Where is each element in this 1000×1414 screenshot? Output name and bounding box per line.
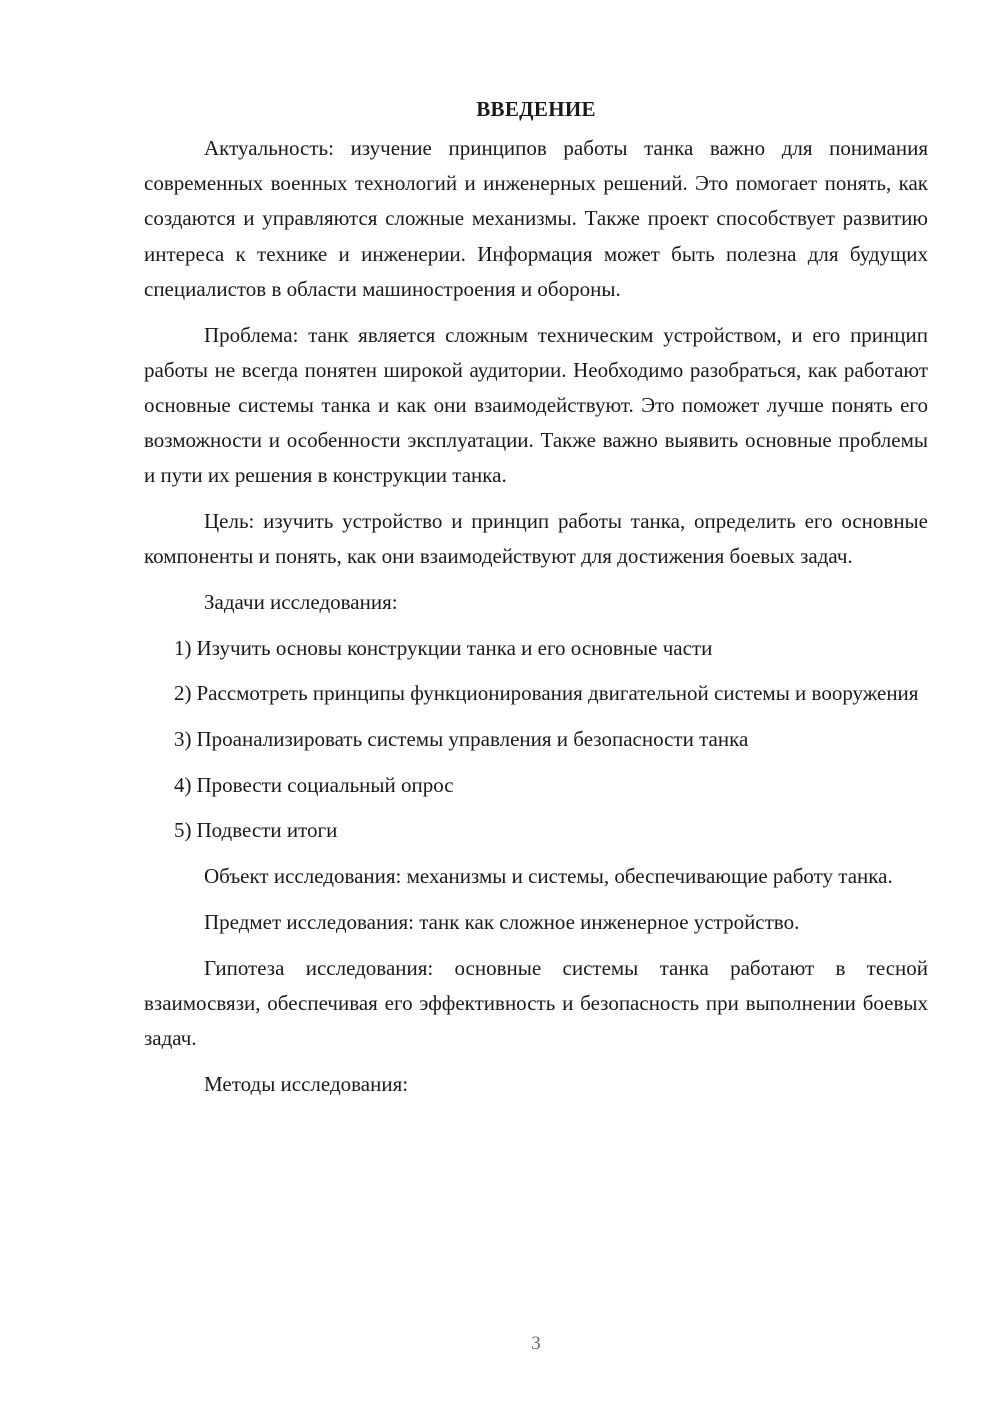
- task-number: 1): [174, 635, 192, 660]
- task-number: 5): [174, 818, 192, 843]
- tasks-list: [144, 631, 928, 849]
- task-item-1: [144, 631, 928, 666]
- subject-paragraph: Предмет исследования: танк как сложное инженерное устройство.: [204, 909, 800, 934]
- task-item-2: [144, 676, 928, 711]
- document-page: [144, 92, 928, 1112]
- task-text: Провести социальный опрос: [196, 772, 454, 797]
- task-number: 2): [174, 681, 192, 706]
- task-text: Изучить основы конструкции танка и его основные части: [196, 635, 713, 660]
- task-item-4: [144, 768, 928, 803]
- hypothesis-paragraph: Гипотеза исследования: основные системы танка работают в тесной взаимосвязи, обеспечивая его эффективность и безопасность при выполнении боевых задач.: [144, 955, 928, 1050]
- problem-paragraph: Проблема: танк является сложным техническим устройством, и его принцип работы не всегда понятен широкой аудитории. Необходимо разобраться, как работают основные системы танка и как они взаимодействуют. Это поможет лучше понять его возможности и особенности эксплуатации. Также важно выявить основные проблемы и пути их решения в конструкции танка.: [144, 322, 928, 488]
- object-paragraph: Объект исследования: механизмы и системы, обеспечивающие работу танка.: [204, 864, 893, 889]
- task-text: Проанализировать системы управления и безопасности танка: [196, 727, 749, 752]
- goal-paragraph: Цель: изучить устройство и принцип работы танка, определить его основные компоненты и понять, как они взаимодействуют для достижения боевых задач.: [144, 509, 928, 569]
- task-number: 4): [174, 772, 192, 797]
- tasks-heading: Задачи исследования:: [204, 589, 398, 614]
- task-text: Рассмотреть принципы функционирования двигательной системы и вооружения: [196, 681, 919, 706]
- page-number: 3: [531, 1333, 541, 1354]
- section-title: ВВЕДЕНИЕ: [476, 97, 596, 121]
- methods-heading: Методы исследования:: [204, 1071, 409, 1096]
- task-item-5: [144, 813, 928, 848]
- task-item-3: [144, 722, 928, 757]
- task-number: 3): [174, 727, 192, 752]
- task-text: Подвести итоги: [196, 818, 338, 843]
- relevance-paragraph: Актуальность: изучение принципов работы танка важно для понимания современных военных технологий и инженерных решений. Это помогает понять, как создаются и управляются сложные механизмы. Также проект способствует развитию интереса к технике и инженерии. Информация может быть полезна для будущих специалистов в области машиностроения и обороны.: [144, 136, 928, 301]
